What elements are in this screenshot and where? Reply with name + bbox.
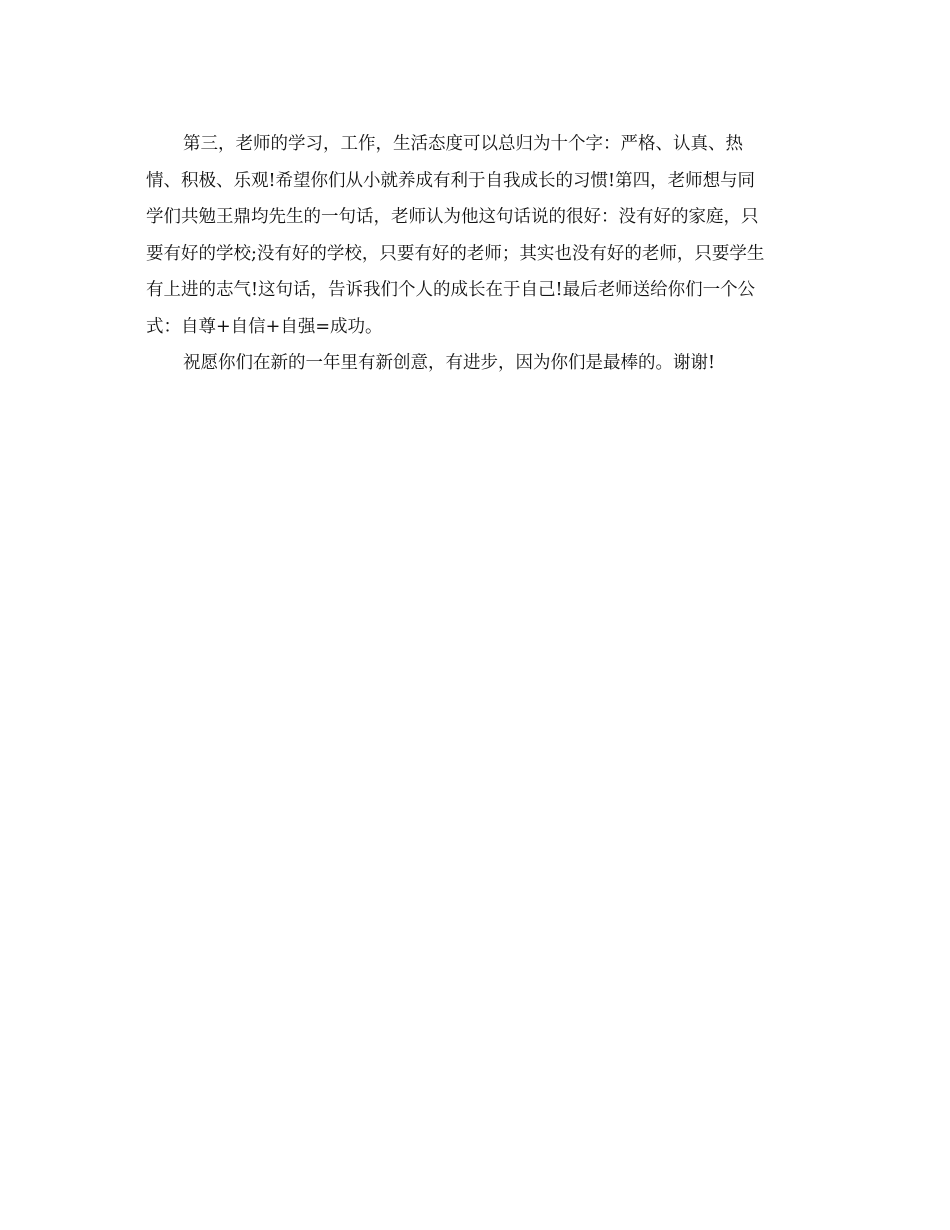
text-line: 学们共勉王鼎均先生的一句话，老师认为他这句话说的很好：没有好的家庭，只 bbox=[146, 207, 759, 227]
text-line: 式：自尊+自信+自强=成功。 bbox=[146, 316, 383, 337]
text-line: 情、积极、乐观!希望你们从小就养成有利于自我成长的习惯!第四，老师想与同 bbox=[146, 170, 756, 191]
text-line: 第三，老师的学习，工作，生活态度可以总归为十个字：严格、认真、热 bbox=[183, 134, 743, 154]
text-line: 有上进的志气!这句话，告诉我们个人的成长在于自己!最后老师送给你们一个公 bbox=[146, 280, 756, 300]
document-body bbox=[146, 126, 806, 382]
text-line: 要有好的学校;没有好的学校，只要有好的老师；其实也没有好的老师，只要学生 bbox=[146, 243, 765, 264]
paragraph-closing-wishes bbox=[146, 345, 806, 382]
text-line: 祝愿你们在新的一年里有新创意，有进步，因为你们是最棒的。谢谢! bbox=[183, 353, 716, 373]
paragraph-teacher-attitude bbox=[146, 126, 806, 345]
